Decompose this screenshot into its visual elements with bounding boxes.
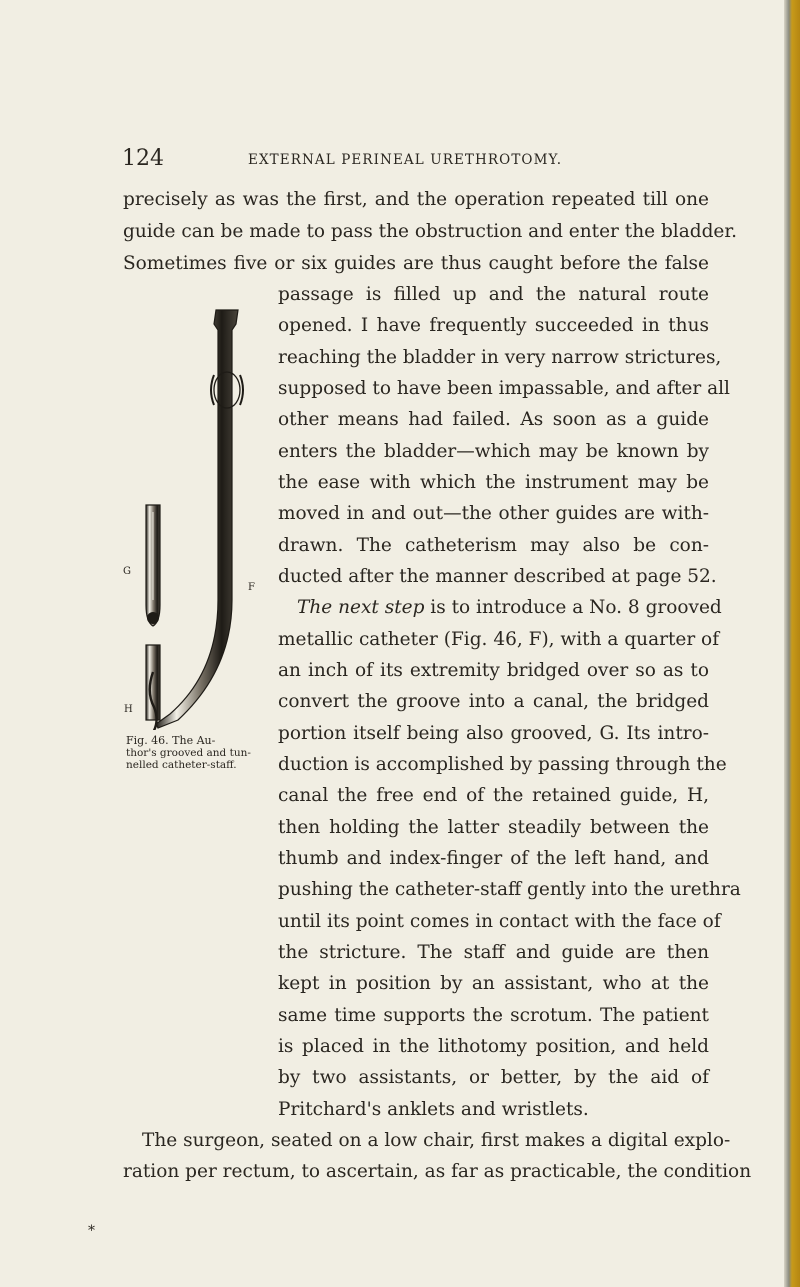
text-line: precisely as was the first, and the operation repeated till one <box>123 189 709 210</box>
running-title: EXTERNAL PERINEAL URETHROTOMY. <box>248 152 563 168</box>
text-line: by two assistants, or better, by the aid of <box>278 1067 709 1088</box>
text-line: kept in position by an assistant, who at the <box>278 973 709 994</box>
caption-line: Fig. 46. The Au- <box>126 734 216 747</box>
text-line: an inch of its extremity bridged over so as to <box>278 660 709 681</box>
page-edge <box>784 0 800 1287</box>
text-line: ration per rectum, to ascertain, as far as practicable, the condition <box>123 1161 752 1182</box>
text-line: reaching the bladder in very narrow strictures, <box>278 347 722 368</box>
text-line: Sometimes five or six guides are thus caught before the false <box>123 253 709 274</box>
text-line: canal the free end of the retained guide, H, <box>278 785 709 806</box>
caption-line: nelled catheter-staff. <box>126 759 237 771</box>
detail-h-shape <box>146 645 160 730</box>
text-line: drawn. The catheterism may also be con- <box>278 535 709 556</box>
text-line: until its point comes in contact with the face of <box>278 911 721 932</box>
figure-caption <box>126 735 266 771</box>
caption-line: thor's grooved and tun- <box>126 747 251 759</box>
text-line: convert the groove into a canal, the bridged <box>278 691 709 712</box>
text-line: enters the bladder—which may be known by <box>278 441 709 462</box>
detail-g-shape <box>146 505 160 626</box>
text-line: the ease with which the instrument may be <box>278 472 709 493</box>
text-line: pushing the catheter-staff gently into the urethra <box>278 879 741 900</box>
figure-catheter-staff <box>118 300 278 730</box>
text-line: thumb and index-finger of the left hand, and <box>278 848 709 869</box>
text-line: Pritchard's anklets and wristlets. <box>278 1099 589 1120</box>
text-line: same time supports the scrotum. The patient <box>278 1005 709 1026</box>
text-line: other means had failed. As soon as a guide <box>278 409 709 430</box>
main-staff-shape <box>156 310 243 728</box>
text-line: guide can be made to pass the obstruction and enter the bladder. <box>123 221 738 242</box>
figure-label-f: F <box>248 582 255 593</box>
text-line: the stricture. The staff and guide are then <box>278 942 709 963</box>
emphasis-phrase: The next step <box>297 597 425 618</box>
text-line: The surgeon, seated on a low chair, first makes a digital explo- <box>142 1130 731 1151</box>
text-line: is placed in the lithotomy position, and held <box>278 1036 709 1057</box>
bottom-mark: * <box>88 1223 95 1239</box>
running-head <box>0 146 780 176</box>
text-line: passage is filled up and the natural route <box>278 284 709 305</box>
text-line: duction is accomplished by passing through the <box>278 754 727 775</box>
text-line: opened. I have frequently succeeded in thus <box>278 315 709 336</box>
text-line: portion itself being also grooved, G. Its intro- <box>278 723 709 744</box>
text-line: metallic catheter (Fig. 46, F), with a quarter of <box>278 629 720 650</box>
figure-label-g: G <box>123 566 131 577</box>
text-fragment: is to introduce a No. 8 grooved <box>424 597 722 618</box>
catheter-staff-illustration <box>118 300 278 730</box>
page-number: 124 <box>122 146 164 171</box>
text-line <box>297 595 722 621</box>
text-line: then holding the latter steadily between the <box>278 817 709 838</box>
text-line: moved in and out—the other guides are with- <box>278 503 709 524</box>
text-line: ducted after the manner described at page 52. <box>278 566 717 587</box>
figure-label-h: H <box>124 704 133 715</box>
text-line: supposed to have been impassable, and after all <box>278 378 730 399</box>
